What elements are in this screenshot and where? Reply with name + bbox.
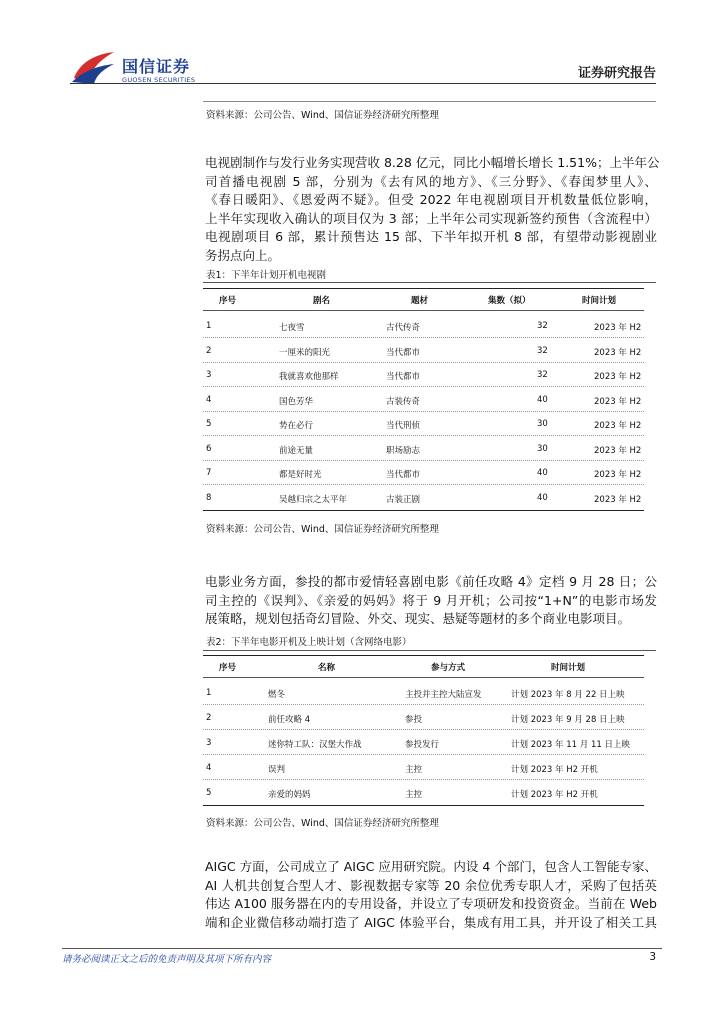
cell-title: 前途无量 <box>279 446 314 456</box>
cell-schedule: 2023 年 H2 <box>594 421 642 431</box>
row-divider <box>203 386 644 387</box>
table2-caption: 表2：下半年电影开机及上映计划（含网络电影） <box>206 637 412 648</box>
cell-schedule: 计划 2023 年 11 月 11 日上映 <box>511 740 630 750</box>
table1-header-index: 序号 <box>219 296 237 306</box>
cell-genre: 当代刑侦 <box>386 421 421 431</box>
cell-genre: 古装传奇 <box>386 397 421 407</box>
cell-index: 2 <box>206 346 212 356</box>
cell-episodes: 30 <box>537 419 548 429</box>
cell-index: 1 <box>206 688 212 698</box>
cell-name: 前任攻略 4 <box>268 715 311 725</box>
cell-episodes: 32 <box>537 370 548 380</box>
table2-header-index: 序号 <box>219 663 237 673</box>
cell-index: 3 <box>206 738 212 748</box>
cell-title: 国色芳华 <box>279 397 314 407</box>
guosen-logo-icon <box>70 48 118 86</box>
row-divider <box>203 435 644 436</box>
paragraph-line: 端和企业微信移动端打造了 AIGC 体验平台，集成有用工具，并开设了相关工具 <box>205 914 657 930</box>
cell-episodes: 32 <box>537 346 548 356</box>
row-divider <box>203 704 644 705</box>
cell-schedule: 2023 年 H2 <box>594 348 642 358</box>
row-divider <box>203 754 644 755</box>
paragraph-line: 《春日暖阳》、《恩爱两不疑》。但受 2022 年电视剧项目开机数量低位影响， <box>205 192 657 207</box>
cell-episodes: 40 <box>537 395 548 405</box>
cell-schedule: 2023 年 H2 <box>594 323 642 333</box>
paragraph-tv-drama <box>205 154 660 265</box>
table2-bottom-rule <box>203 805 644 806</box>
page-number: 3 <box>649 951 656 963</box>
paragraph-line: 司首播电视剧 5 部，分别为《去有风的地方》、《三分野》、《春闺梦里人》、 <box>205 173 657 189</box>
cell-schedule: 2023 年 H2 <box>594 372 642 382</box>
cell-role: 主控 <box>405 765 423 775</box>
cell-index: 4 <box>206 763 212 773</box>
cell-schedule: 计划 2023 年 H2 开机 <box>511 765 598 775</box>
paragraph-line: 上半年实现收入确认的项目仅为 3 部；上半年公司实现新签约预售（含流程中） <box>205 210 657 226</box>
cell-genre: 当代都市 <box>386 372 421 382</box>
row-divider <box>203 362 644 363</box>
footer-disclaimer: 请务必阅读正文之后的免责声明及其项下所有内容 <box>62 954 272 965</box>
cell-index: 4 <box>206 395 212 405</box>
table2-header-rule <box>203 677 644 678</box>
paragraph-film <box>205 573 657 629</box>
table2-top-rule <box>203 655 644 656</box>
cell-episodes: 40 <box>537 493 548 503</box>
source-note-table1: 资料来源：公司公告、Wind、国信证券经济研究所整理 <box>206 524 439 535</box>
table1-header-title: 剧名 <box>313 296 331 306</box>
cell-name: 亲爱的妈妈 <box>268 790 311 800</box>
logo-chinese-name: 国信证券 <box>122 57 191 76</box>
table1-header-rule <box>203 310 644 311</box>
cell-title: 一厘米的阳光 <box>279 348 331 358</box>
cell-index: 3 <box>206 370 212 380</box>
cell-schedule: 2023 年 H2 <box>594 397 642 407</box>
cell-genre: 当代都市 <box>386 470 421 480</box>
row-divider <box>203 337 644 338</box>
cell-episodes: 32 <box>537 321 548 331</box>
cell-episodes: 30 <box>537 444 548 454</box>
cell-title: 吴越归宗之太平年 <box>279 495 348 505</box>
report-type-title: 证券研究报告 <box>577 66 656 81</box>
row-divider <box>203 729 644 730</box>
cell-title: 势在必行 <box>279 421 314 431</box>
cell-schedule: 计划 2023 年 9 月 28 日上映 <box>511 715 625 725</box>
cell-genre: 当代都市 <box>386 348 421 358</box>
table2-header-role: 参与方式 <box>431 663 466 673</box>
source-note-top: 资料来源：公司公告、Wind、国信证券经济研究所整理 <box>206 110 439 121</box>
cell-role: 主投并主控大陆宣发 <box>405 690 482 700</box>
cell-role: 主控 <box>405 790 423 800</box>
table1-header-schedule: 时间计划 <box>582 296 617 306</box>
table1-caption-rule <box>203 282 656 283</box>
cell-schedule: 2023 年 H2 <box>594 495 642 505</box>
header-divider <box>70 83 656 84</box>
paragraph-line: 电视剧项目 6 部，累计预售达 15 部、下半年拟开机 8 部，有望带动影视剧业 <box>205 229 657 244</box>
cell-name: 迷你特工队：汉堡大作战 <box>268 740 362 750</box>
cell-role: 参投 <box>405 715 423 725</box>
table2-header-schedule: 时间计划 <box>551 663 586 673</box>
paragraph-line: 司主控的《误判》、《亲爱的妈妈》将于 9 月开机；公司按“1+N”的电影市场发 <box>205 592 657 608</box>
table1-header-episodes: 集数（拟） <box>488 296 531 306</box>
logo-english-name: GUOSEN SECURITIES <box>122 76 196 84</box>
table2-caption-rule <box>203 650 656 651</box>
cell-genre: 古代传奇 <box>386 323 421 333</box>
cell-index: 2 <box>206 713 212 723</box>
row-divider <box>203 484 644 485</box>
cell-genre: 古装正剧 <box>386 495 421 505</box>
cell-index: 7 <box>206 468 212 478</box>
row-divider <box>203 460 644 461</box>
source-divider <box>203 101 656 102</box>
table1-header-genre: 题材 <box>411 296 429 306</box>
cell-schedule: 2023 年 H2 <box>594 470 642 480</box>
table1-bottom-rule <box>203 510 644 511</box>
cell-title: 七夜雪 <box>279 323 305 333</box>
paragraph-line: 务拐点向上。 <box>205 247 281 263</box>
cell-genre: 职场励志 <box>386 446 421 456</box>
cell-index: 6 <box>206 444 212 454</box>
paragraph-line: 电视剧制作与发行业务实现营收 8.28 亿元，同比小幅增长增长 1.51%；上半年公 <box>205 155 660 170</box>
cell-index: 1 <box>206 321 212 331</box>
cell-name: 误判 <box>268 765 286 775</box>
row-divider <box>203 411 644 412</box>
footer-divider <box>62 948 662 949</box>
cell-title: 我就喜欢他那样 <box>279 372 339 382</box>
cell-index: 8 <box>206 493 212 503</box>
cell-role: 参投发行 <box>405 740 440 750</box>
table1-caption: 表1：下半年计划开机电视剧 <box>206 270 327 281</box>
paragraph-line: 伟达 A100 服务器在内的专用设备，并设立了专项研发和投资资金。当前在 Web <box>205 896 657 911</box>
cell-name: 燃冬 <box>268 690 286 700</box>
paragraph-line: AI 人机共创复合型人才、影视数据专家等 20 余位优秀专职人才，采购了包括英 <box>205 877 657 893</box>
paragraph-aigc <box>205 858 657 932</box>
row-divider <box>203 779 644 780</box>
table2-header-name: 名称 <box>318 663 336 673</box>
cell-episodes: 40 <box>537 468 548 478</box>
cell-index: 5 <box>206 419 212 429</box>
cell-title: 都是好时光 <box>279 470 322 480</box>
table1-top-rule <box>203 288 644 289</box>
paragraph-line: 电影业务方面，参投的都市爱情轻喜剧电影《前任攻略 4》定档 9 月 28 日；公 <box>205 574 657 589</box>
cell-index: 5 <box>206 788 212 798</box>
cell-schedule: 计划 2023 年 H2 开机 <box>511 790 598 800</box>
paragraph-line: 展策略，规划包括奇幻冒险、外交、现实、悬疑等题材的多个商业电影项目。 <box>205 611 631 626</box>
source-note-table2: 资料来源：公司公告、Wind、国信证券经济研究所整理 <box>206 818 439 829</box>
cell-schedule: 2023 年 H2 <box>594 446 642 456</box>
cell-schedule: 计划 2023 年 8 月 22 日上映 <box>511 690 625 700</box>
paragraph-line: AIGC 方面，公司成立了 AIGC 应用研究院。内设 4 个部门，包含人工智能专家、 <box>205 859 657 874</box>
